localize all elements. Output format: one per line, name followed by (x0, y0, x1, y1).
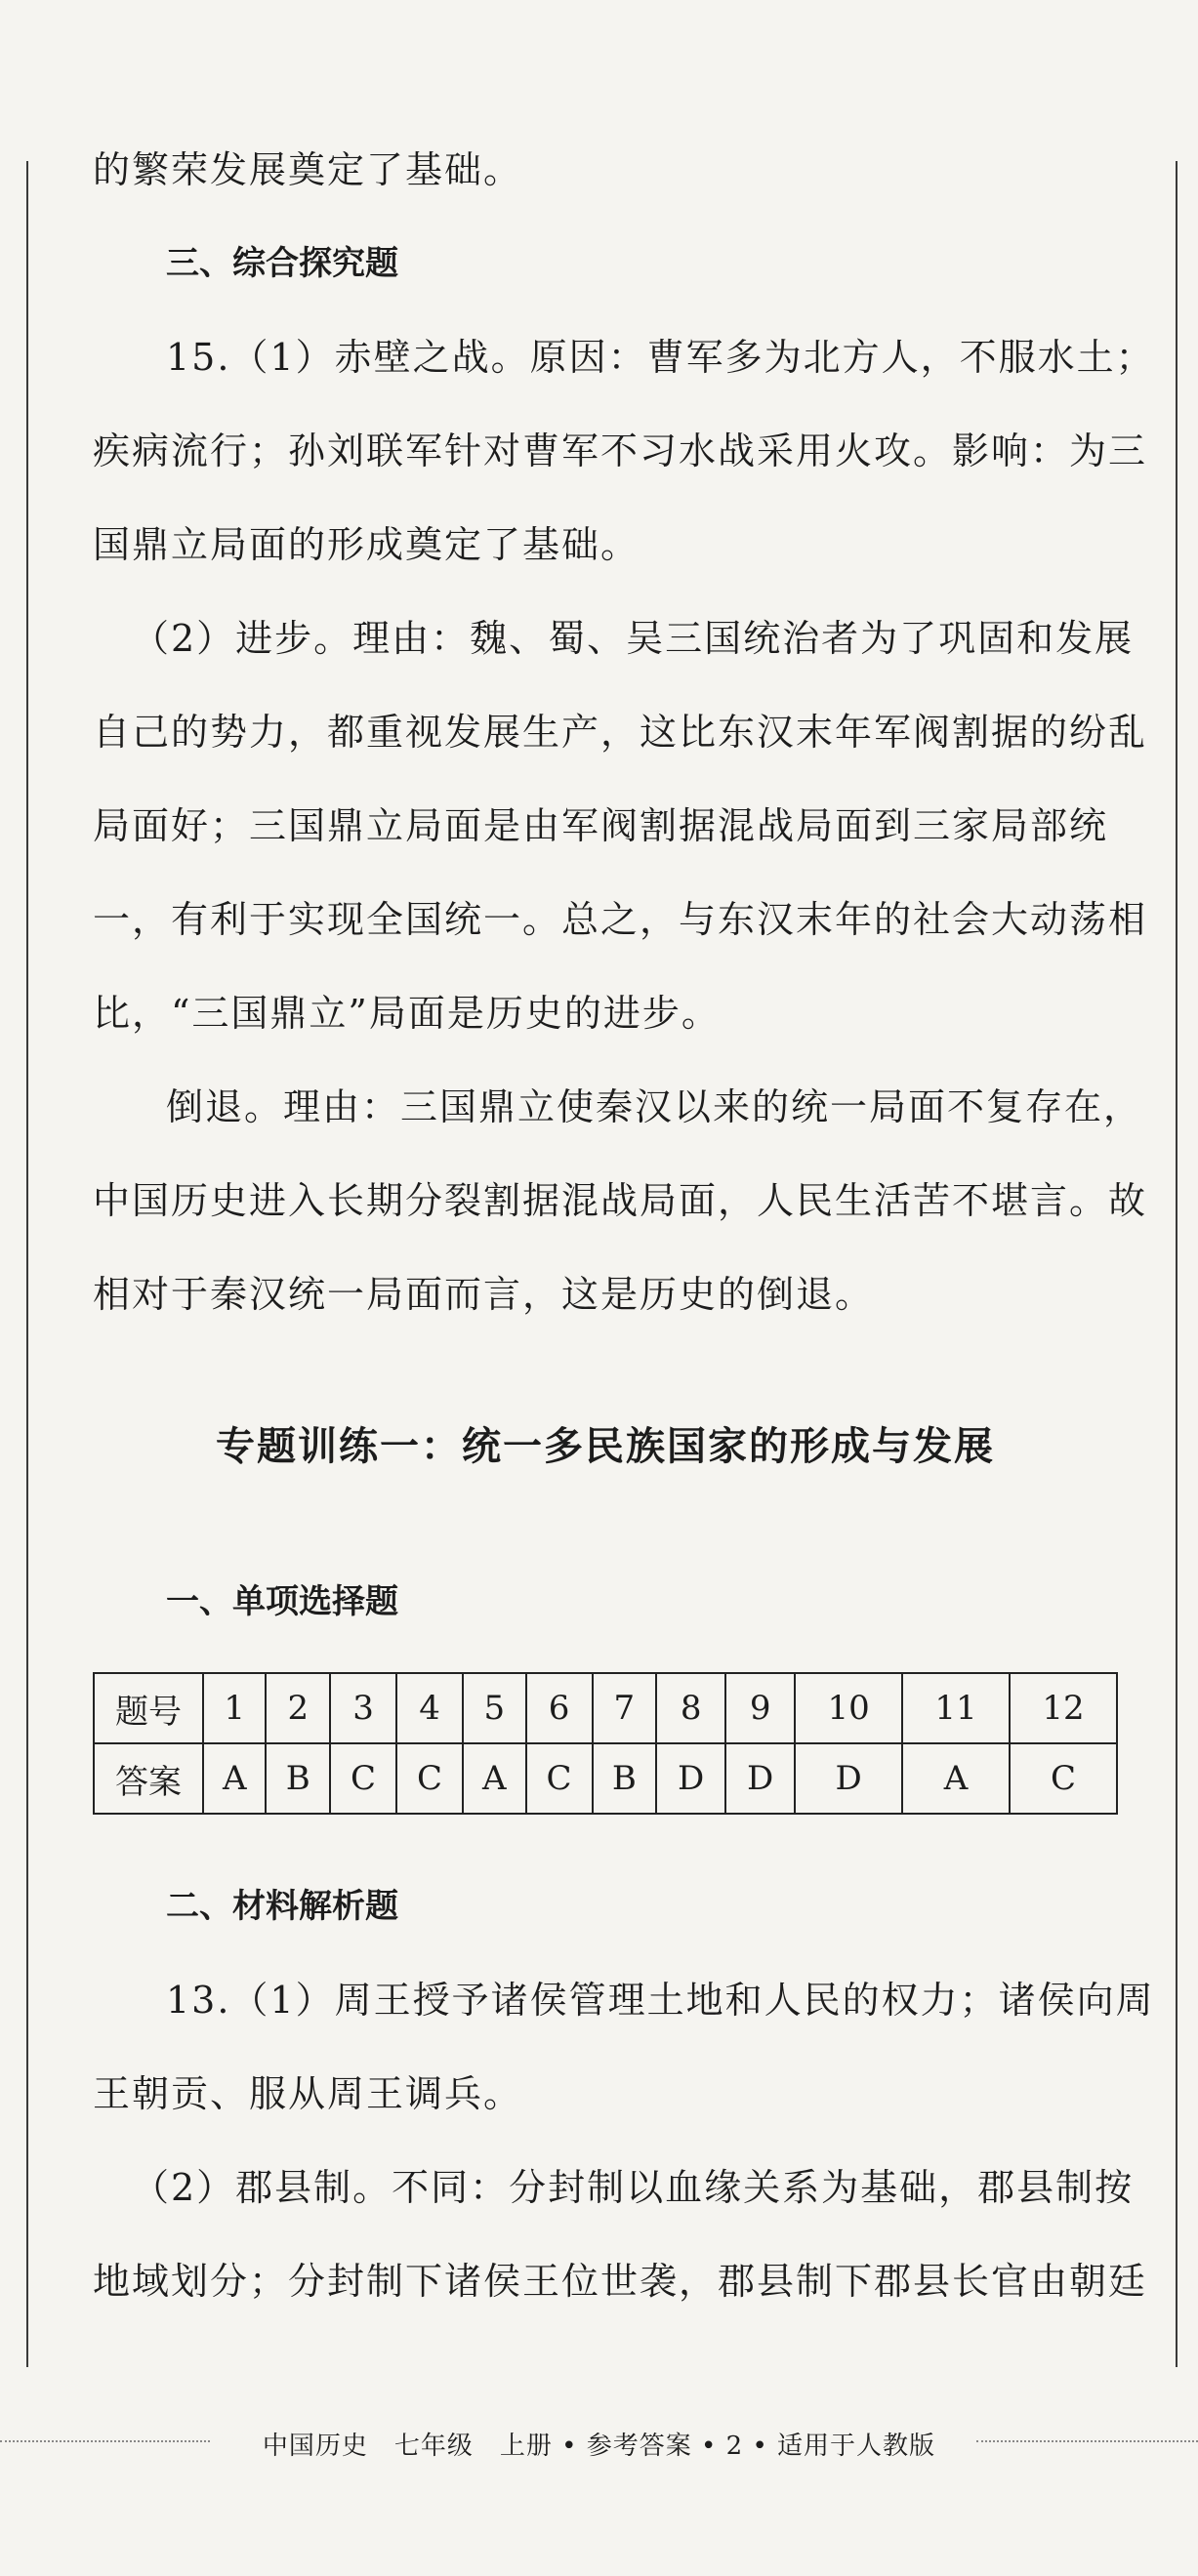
q13-line: 王朝贡、服从周王调兵。 (93, 2072, 523, 2115)
right-margin-line (1176, 161, 1177, 2367)
q13-line: 地域划分；分封制下诸侯王位世袭，郡县制下郡县长官由朝廷 (93, 2260, 1148, 2303)
topic-title: 专题训练一：统一多民族国家的形成与发展 (216, 1424, 995, 1469)
table-cell: 9 (725, 1673, 795, 1743)
page-footer: 中国历史 七年级 上册 • 参考答案 • 2 • 适用于人教版 (262, 2432, 936, 2461)
q15-line: 局面好；三国鼎立局面是由军阀割据混战局面到三家局部统 (93, 804, 1109, 847)
table-cell: 11 (902, 1673, 1010, 1743)
table-cell: 10 (795, 1673, 902, 1743)
section-heading-1: 一、单项选择题 (166, 1582, 398, 1621)
table-cell: 1 (203, 1673, 266, 1743)
table-cell: C (1010, 1743, 1117, 1814)
table-row-numbers (94, 1673, 1117, 1743)
table-cell: 6 (526, 1673, 593, 1743)
q15-line: 15.（1）赤壁之战。原因：曹军多为北方人，不服水土； (166, 336, 1155, 379)
table-row-answers (94, 1743, 1117, 1814)
table-cell: B (593, 1743, 657, 1814)
q15-line: 中国历史进入长期分裂割据混战局面，人民生活苦不堪言。故 (93, 1179, 1148, 1222)
table-row-label: 答案 (94, 1743, 203, 1814)
table-cell: 3 (330, 1673, 396, 1743)
table-cell: B (266, 1743, 330, 1814)
q15-line: 国鼎立局面的形成奠定了基础。 (93, 523, 640, 566)
q15-line: （2）进步。理由：魏、蜀、吴三国统治者为了巩固和发展 (132, 617, 1135, 660)
table-cell: C (330, 1743, 396, 1814)
q13-line: 13.（1）周王授予诸侯管理土地和人民的权力；诸侯向周 (166, 1979, 1155, 2022)
table-cell: 2 (266, 1673, 330, 1743)
table-cell: 7 (593, 1673, 657, 1743)
table-cell: D (795, 1743, 902, 1814)
table-cell: D (656, 1743, 725, 1814)
q15-line: 倒退。理由：三国鼎立使秦汉以来的统一局面不复存在， (166, 1085, 1143, 1128)
q15-line: 疾病流行；孙刘联军针对曹军不习水战采用火攻。影响：为三 (93, 429, 1148, 472)
paragraph-top: 的繁荣发展奠定了基础。 (93, 148, 523, 191)
table-cell: 4 (396, 1673, 463, 1743)
table-cell: 5 (463, 1673, 525, 1743)
page-content (93, 146, 1155, 2351)
question-15 (93, 334, 1155, 1318)
table-cell: 12 (1010, 1673, 1117, 1743)
table-row-label: 题号 (94, 1673, 203, 1743)
q15-line: 自己的势力，都重视发展生产，这比东汉末年军阀割据的纷乱 (93, 711, 1148, 754)
left-margin-line (26, 161, 28, 2367)
section-heading-3: 三、综合探究题 (166, 244, 398, 283)
table-cell: 8 (656, 1673, 725, 1743)
answer-table (93, 1672, 1118, 1815)
table-cell: C (526, 1743, 593, 1814)
q15-line: 比，“三国鼎立”局面是历史的进步。 (93, 992, 721, 1035)
table-cell: A (203, 1743, 266, 1814)
table-cell: C (396, 1743, 463, 1814)
section-heading-2: 二、材料解析题 (166, 1887, 398, 1926)
q15-line: 相对于秦汉统一局面而言，这是历史的倒退。 (93, 1273, 875, 1316)
table-cell: A (902, 1743, 1010, 1814)
q15-line: 一，有利于实现全国统一。总之，与东汉末年的社会大动荡相 (93, 898, 1148, 941)
table-cell: D (725, 1743, 795, 1814)
question-13 (93, 1977, 1155, 2305)
table-cell: A (463, 1743, 525, 1814)
q13-line: （2）郡县制。不同：分封制以血缘关系为基础，郡县制按 (132, 2166, 1135, 2209)
